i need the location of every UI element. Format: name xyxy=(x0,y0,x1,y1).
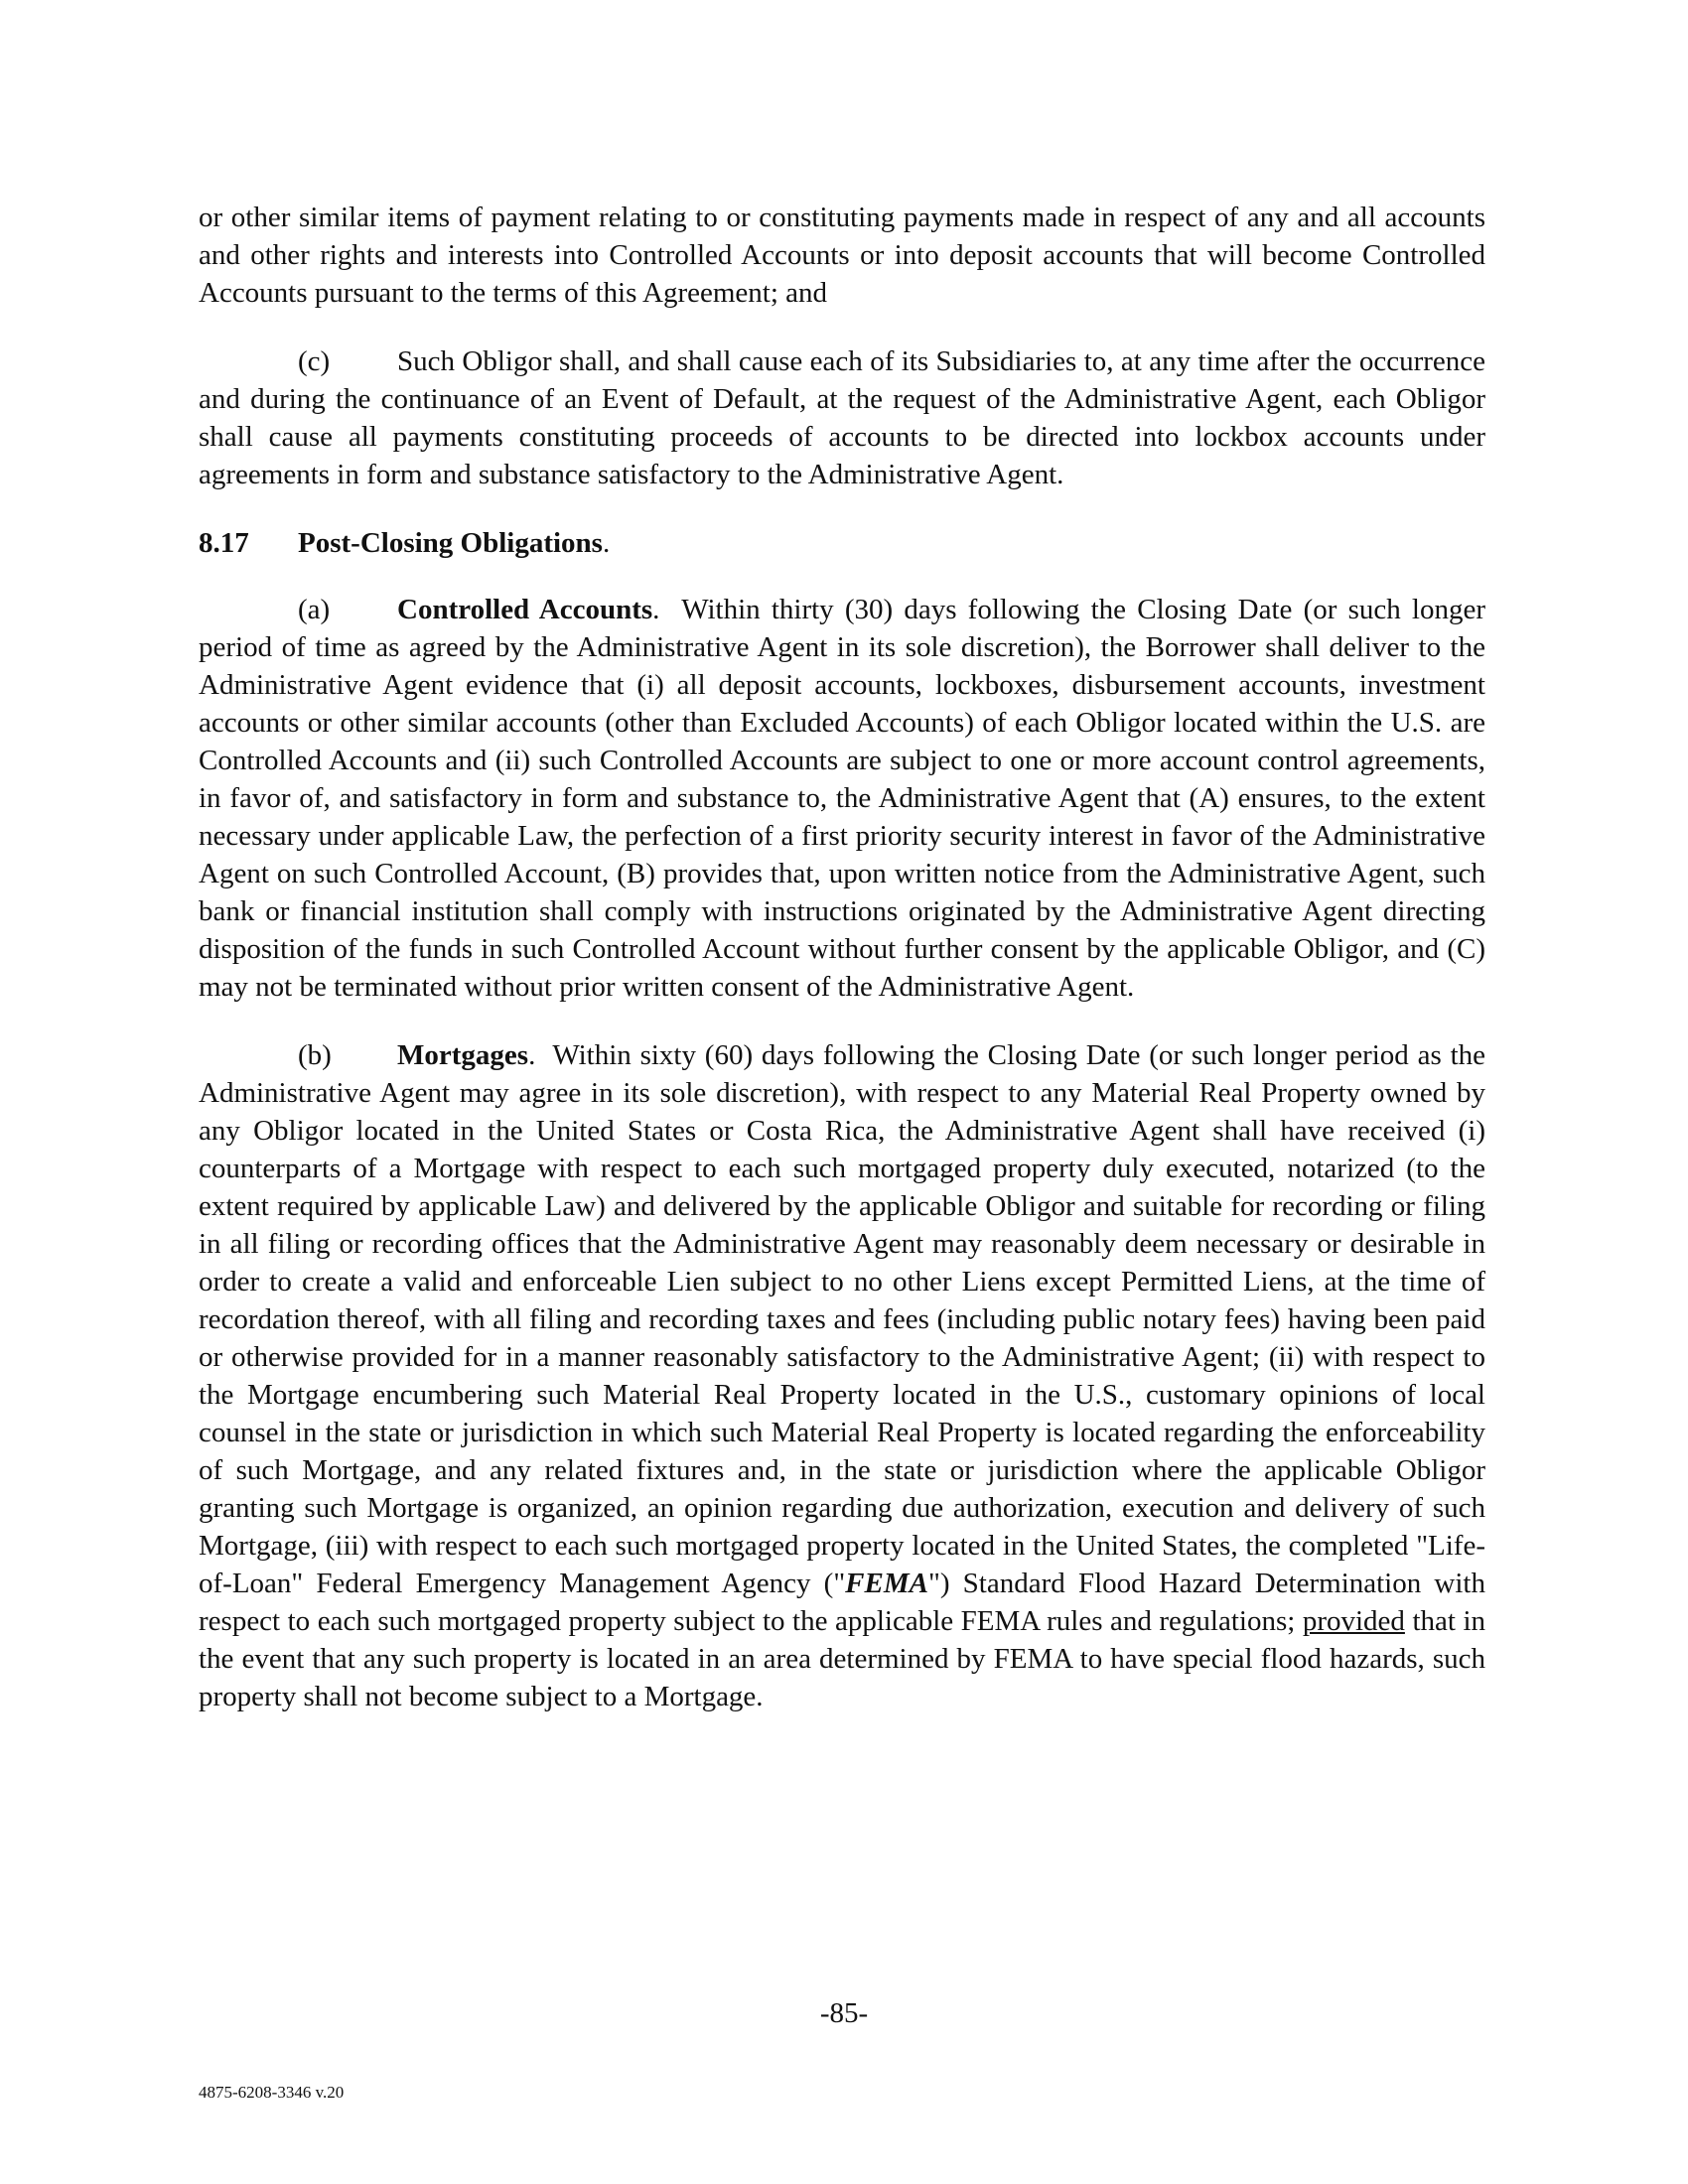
document-id: 4875-6208-3346 v.20 xyxy=(199,2083,345,2102)
paragraph-b-text-1: Within sixty (60) days following the Closing Date (or such longer period as the Administrative Agent may agree in its sole discretion), with respect to any Material Real Property owned by any Obligor located in the United States or Costa Rica, the Administrative Agent shall have received (i) counterparts of a Mortgage with respect to each such mortgaged property duly executed, notarized (to the extent required by applicable Law) and delivered by the applicable Obligor and suitable for recording or filing in all filing or recording offices that the Administrative Agent may reasonably deem necessary or desirable in order to create a valid and enforceable Lien subject to no other Liens except Permitted Liens, at the time of recordation thereof, with all filing and recording taxes and fees (including public notary fees) having been paid or otherwise provided for in a manner reasonably satisfactory to the Administrative Agent; (ii) with respect to the Mortgage encumbering such Material Real Property located in the U.S., customary opinions of local counsel in the state or jurisdiction in which such Material Real Property is located regarding the enforceability of such Mortgage, and any related fixtures and, in the state or jurisdiction where the applicable Obligor granting such Mortgage is organized, an opinion regarding due authorization, execution and delivery of such Mortgage, (iii) with respect to each such mortgaged property located in the United States, the completed "Life-of-Loan" Federal Emergency Management Agency (" xyxy=(199,1039,1486,1599)
paragraph-c-label: (c) xyxy=(298,345,331,377)
paragraph-b-text-3: that in the event that any such property is located in an area determined by FEMA to have special flood hazards, such property shall not become subject to a Mortgage. xyxy=(199,1605,1485,1712)
fema-defined-term: FEMA xyxy=(845,1568,928,1599)
paragraph-a-text: Within thirty (30) days following the Closing Date (or such longer period of time as agreed by the Administrative Agent in its sole discretion), the Borrower shall deliver to the Administrative Agent evidence that (i) all deposit accounts, lockboxes, disbursement accounts, investment accounts or other similar accounts (other than Excluded Accounts) of each Obligor located within the U.S. are Controlled Accounts and (ii) such Controlled Accounts are subject to one or more account control agreements, in favor of, and satisfactory in form and substance to, the Administrative Agent that (A) ensures, to the extent necessary under applicable Law, the perfection of a first priority security interest in favor of the Administrative Agent on such Controlled Account, (B) provides that, upon written notice from the Administrative Agent, such bank or financial institution shall comply with instructions originated by the Administrative Agent directing disposition of the funds in such Controlled Account without further consent by the applicable Obligor, and (C) may not be terminated without prior written consent of the Administrative Agent. xyxy=(199,594,1485,1003)
paragraph-b-text-2: ") Standard Flood Hazard Determination with respect to each such mortgaged property subject to the applicable FEMA rules and regulations; xyxy=(199,1568,1485,1637)
section-number: 8.17 xyxy=(199,527,249,559)
paragraph-intro: or other similar items of payment relating to or constituting payments made in respect of any and all accounts and other rights and interests into Controlled Accounts or into deposit accounts that will become Controlled Accounts pursuant to the terms of this Agreement; and xyxy=(199,202,1485,309)
section-title-period: . xyxy=(602,527,611,559)
paragraph-a-title: Controlled Accounts xyxy=(397,594,653,625)
section-title: Post-Closing Obligations xyxy=(298,527,603,559)
page-number: -85- xyxy=(819,1997,869,2029)
paragraph-a-title-period: . xyxy=(652,594,660,625)
paragraph-b-label: (b) xyxy=(298,1039,332,1071)
provided-term: provided xyxy=(1302,1605,1405,1637)
paragraph-a xyxy=(199,591,1485,1006)
paragraph-a-label: (a) xyxy=(298,594,331,625)
paragraph-b xyxy=(199,1036,1485,1715)
section-heading xyxy=(199,524,1485,562)
paragraph-b-title-period: . xyxy=(528,1039,536,1071)
document-page xyxy=(199,199,1485,1746)
paragraph-c xyxy=(199,342,1485,493)
paragraph-b-title: Mortgages xyxy=(397,1039,529,1071)
paragraph-c-text: Such Obligor shall, and shall cause each of its Subsidiaries to, at any time after the occurrence and during the continuance of an Event of Default, at the request of the Administrative Agent, each Obligor shall cause all payments constituting proceeds of accounts to be directed into lockbox accounts under agreements in form and substance satisfactory to the Administrative Agent. xyxy=(199,345,1485,490)
